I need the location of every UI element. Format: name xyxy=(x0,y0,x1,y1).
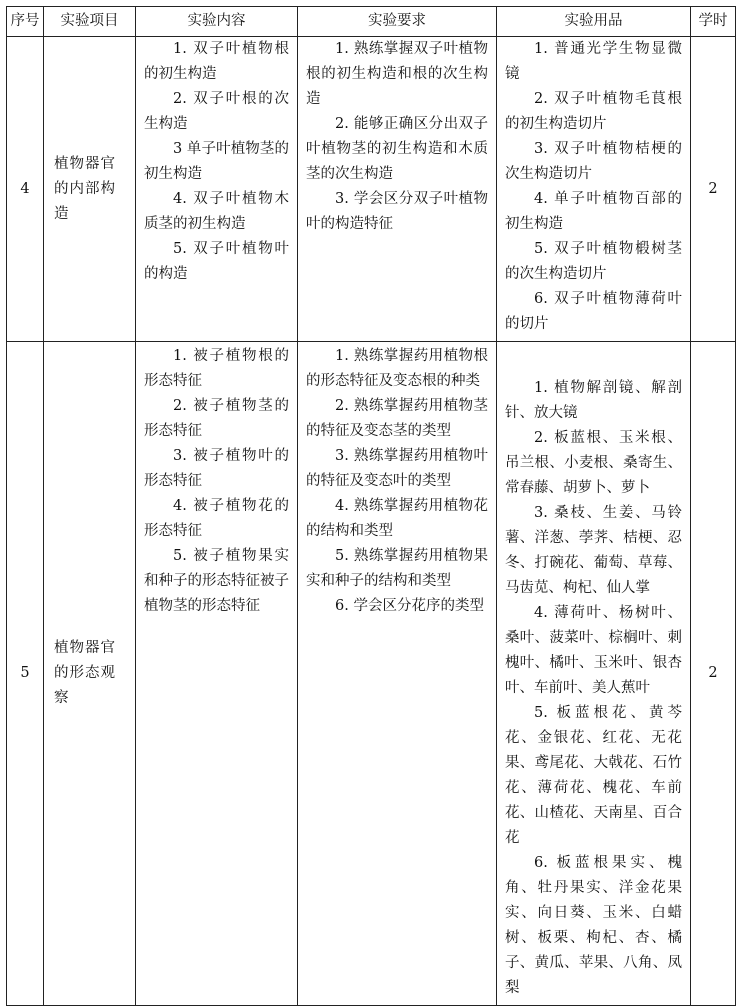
header-content: 实验内容 xyxy=(136,7,298,37)
table-row xyxy=(7,37,736,342)
requirement-item: 1. 熟练掌握药用植物根的形态特征及变态根的种类 xyxy=(306,348,488,389)
table-header-row xyxy=(7,7,736,37)
requirement-item: 1. 熟练掌握双子叶植物根的初生构造和根的次生构造 xyxy=(306,41,488,107)
content-item: 1. 双子叶植物根的初生构造 xyxy=(144,41,289,82)
header-requirements: 实验要求 xyxy=(298,7,497,37)
header-hours: 学时 xyxy=(691,7,736,37)
content-item: 5. 被子植物果实和种子的形态特征被子植物茎的形态特征 xyxy=(144,548,289,614)
requirement-item: 3. 学会区分双子叶植物叶的构造特征 xyxy=(306,191,488,232)
requirement-item: 6. 学会区分花序的类型 xyxy=(335,598,484,614)
row-project: 植物器官的内部构造 xyxy=(44,37,136,342)
requirement-item: 3. 熟练掌握药用植物叶的特征及变态叶的类型 xyxy=(306,448,488,489)
supply-item: 1. 普通光学生物显微镜 xyxy=(505,41,682,82)
experiment-table xyxy=(6,6,736,1006)
row-content xyxy=(136,37,298,342)
row-requirements xyxy=(298,342,497,1006)
row-no: 5 xyxy=(7,342,44,1006)
content-item: 3. 被子植物叶的形态特征 xyxy=(144,448,289,489)
row-supplies xyxy=(497,342,691,1006)
requirement-item: 4. 熟练掌握药用植物花的结构和类型 xyxy=(306,498,488,539)
supply-item: 3. 双子叶植物桔梗的次生构造切片 xyxy=(505,141,682,182)
supply-item: 3. 桑枝、生姜、马铃薯、洋葱、荸荠、桔梗、忍冬、打碗花、葡萄、草莓、马齿苋、枸杞、仙人掌 xyxy=(505,505,682,596)
supply-item: 5. 双子叶植物椴树茎的次生构造切片 xyxy=(505,241,682,282)
content-item: 4. 被子植物花的形态特征 xyxy=(144,498,289,539)
supply-item: 2. 板蓝根、玉米根、吊兰根、小麦根、桑寄生、常春藤、胡萝卜、萝卜 xyxy=(505,430,682,496)
requirement-item: 5. 熟练掌握药用植物果实和种子的结构和类型 xyxy=(306,548,488,589)
header-project: 实验项目 xyxy=(44,7,136,37)
supply-item: 4. 薄荷叶、杨树叶、桑叶、菠菜叶、棕榈叶、刺槐叶、橘叶、玉米叶、银杏叶、车前叶、美人蕉叶 xyxy=(505,605,682,696)
row-project: 植物器官的形态观察 xyxy=(44,342,136,1006)
row-hours: 2 xyxy=(691,37,736,342)
content-item: 4. 双子叶植物木质茎的初生构造 xyxy=(144,191,289,232)
content-item: 5. 双子叶植物叶的构造 xyxy=(144,241,289,282)
row-content xyxy=(136,342,298,1006)
supply-item: 1. 植物解剖镜、解剖针、放大镜 xyxy=(505,380,682,421)
supply-item: 4. 单子叶植物百部的初生构造 xyxy=(505,191,682,232)
row-no: 4 xyxy=(7,37,44,342)
content-item: 1. 被子植物根的形态特征 xyxy=(144,348,289,389)
requirement-item: 2. 熟练掌握药用植物茎的特征及变态茎的类型 xyxy=(306,398,488,439)
supply-item: 5. 板蓝根花、黄芩花、金银花、红花、无花果、鸢尾花、大戟花、石竹花、薄荷花、槐花、车前花、山楂花、天南星、百合花 xyxy=(505,705,682,846)
content-item: 2. 双子叶根的次生构造 xyxy=(144,91,289,132)
row-hours: 2 xyxy=(691,342,736,1006)
header-supplies: 实验用品 xyxy=(497,7,691,37)
content-item: 2. 被子植物茎的形态特征 xyxy=(144,398,289,439)
row-requirements xyxy=(298,37,497,342)
header-no: 序号 xyxy=(7,7,44,37)
content-item: 3 单子叶植物茎的初生构造 xyxy=(144,141,289,182)
table-row xyxy=(7,342,736,1006)
requirement-item: 2. 能够正确区分出双子叶植物茎的初生构造和木质茎的次生构造 xyxy=(306,116,488,182)
supply-item: 2. 双子叶植物毛茛根的初生构造切片 xyxy=(505,91,682,132)
supply-item: 6. 板蓝根果实、槐角、牡丹果实、洋金花果实、向日葵、玉米、白蜡树、板栗、枸杞、杏、橘子、黄瓜、苹果、八角、凤梨 xyxy=(505,855,682,996)
row-supplies xyxy=(497,37,691,342)
supply-item: 6. 双子叶植物薄荷叶的切片 xyxy=(505,291,682,332)
